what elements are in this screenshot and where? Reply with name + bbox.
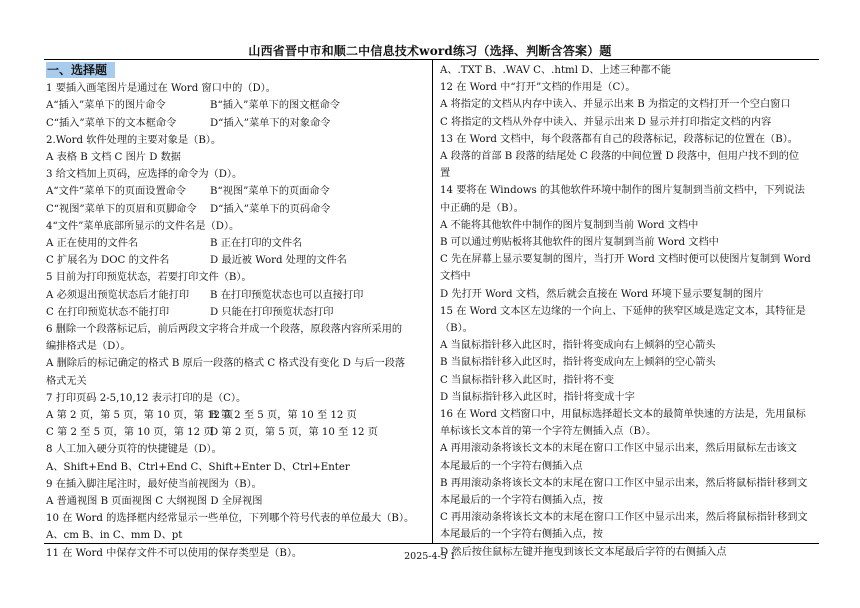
text-line: D 然后按住鼠标左键并拖曳到该长文本尾最后字符的右侧插入点 — [440, 546, 727, 558]
option-text: A 必须退出预览状态后才能打印 — [46, 289, 190, 301]
text-line: A 表格 B 文档 C 图片 D 数据 — [46, 152, 181, 164]
text-line — [46, 287, 428, 304]
column-separator — [432, 60, 433, 543]
text-line: A 段落的首部 B 段落的结尾处 C 段落的中间位置 D 段落中，但用户找不到的位 — [440, 151, 800, 163]
option-text: D 最近被 Word 处理的文件名 — [210, 255, 347, 267]
text-line — [46, 424, 428, 441]
option-text: C 扩展名为 DOC 的文件名 — [46, 255, 170, 267]
text-line: C 当鼠标指针移入此区时，指针将不变 — [440, 374, 615, 386]
text-line: 6 删除一个段落标记后，前后两段文字将合并成一个段落，原段落内容所采用的 — [46, 324, 403, 336]
text-line: 11 在 Word 中保存文件不可以使用的保存类型是（B）。 — [46, 547, 303, 559]
text-line — [46, 252, 428, 269]
text-line: 本尾最后的一个字符右侧插入点，按 — [440, 495, 603, 507]
option-text: A 正在使用的文件名 — [46, 238, 139, 250]
text-line: 8 人工加入硬分页符的快捷键是（D）。 — [46, 444, 222, 456]
text-line: A、cm B、in C、mm D、pt — [46, 530, 183, 542]
option-text: B 正在打印的文件名 — [210, 238, 303, 250]
text-line — [46, 97, 428, 114]
text-line: C 将指定的文档从外存中读入、并显示出来 D 显示并打印指定文档的内容 — [440, 116, 772, 128]
text-line: 格式无关 — [46, 375, 87, 387]
text-line: D 当鼠标指针移入此区时，指针将变成十字 — [440, 391, 635, 403]
text-line: 单标该长文本首的第一个字符左侧插入点（B）。 — [440, 426, 657, 438]
option-text: B“插入”菜单下的图文框命令 — [210, 100, 340, 112]
text-line: 7 打印页码 2-5,10,12 表示打印的是（C）。 — [46, 392, 247, 404]
text-line — [46, 407, 428, 424]
option-text: C“视图”菜单下的页眉和页脚命令 — [46, 203, 197, 215]
section-heading-row — [46, 62, 428, 80]
text-line: （B）。 — [440, 323, 473, 335]
text-line: A、Shift+End B、Ctrl+End C、Shift+Enter D、Ctrl+Enter — [46, 461, 350, 473]
text-line: 15 在 Word 文本区左边缘的一个向上、下延伸的狭窄区域是选定文本，其特征是 — [440, 305, 806, 317]
text-line: A 不能将其他软件中制作的图片复制到当前 Word 文档中 — [440, 219, 699, 231]
text-line: 14 要将在 Windows 的其他软件环境中制作的图片复制到当前文档中，下列说法 — [440, 185, 805, 197]
text-line: 本尾最后的一个字符右侧插入点 — [440, 460, 583, 472]
text-line: A 删除后的标记确定的格式 B 原后一段落的格式 C 格式没有变化 D 与后一段落 — [46, 358, 406, 370]
text-line: 1 要插入画笔图片是通过在 Word 窗口中的（D）。 — [46, 83, 276, 95]
text-line — [46, 115, 428, 132]
text-line: C 再用滚动条将该长文本的末尾在窗口工作区中显示出来，然后将鼠标指针移到文 — [440, 512, 808, 524]
text-line: 9 在插入脚注尾注时，最好使当前视图为（B）。 — [46, 478, 262, 490]
text-line: 3 给文档加上页码，应选择的命令为（D）。 — [46, 169, 243, 181]
option-text: D 第 2 页，第 5 页，第 10 至 12 页 — [210, 427, 378, 439]
option-text: C 在打印预览状态不能打印 — [46, 306, 170, 318]
text-line: 2.Word 软件处理的主要对象是（B）。 — [46, 134, 222, 146]
text-line: 文档中 — [440, 271, 471, 283]
left-column-body — [46, 80, 428, 562]
text-line: A 当鼠标指针移入此区时，指针将变成向右上倾斜的空心箭头 — [440, 340, 716, 352]
text-line: B 可以通过剪贴板将其他软件的图片复制到当前 Word 文档中 — [440, 237, 719, 249]
text-line: 编排格式是（D）。 — [46, 341, 131, 353]
text-line: 置 — [440, 168, 451, 180]
text-line — [46, 183, 428, 200]
text-line: 13 在 Word 文档中，每个段落都有自己的段落标记，段落标记的位置在（B）。 — [440, 133, 798, 145]
text-line: 5 目前为打印预览状态，若要打印文件（B）。 — [46, 272, 252, 284]
option-text: B 第 2 至 5 页，第 10 至 12 页 — [210, 410, 357, 422]
text-line: A 再用滚动条将该长文本的末尾在窗口工作区中显示出来，然后用鼠标左击该文 — [440, 443, 797, 455]
text-line: D 先打开 Word 文档，然后就会直接在 Word 环境下显示要复制的图片 — [440, 288, 764, 300]
document-title: 山西省晋中市和顺二中信息技术word练习（选择、判断含答案）题 — [248, 44, 612, 58]
text-line: B 当鼠标指针移入此区时，指针将变成向左上倾斜的空心箭头 — [440, 357, 716, 369]
option-text: A“插入”菜单下的图片命令 — [46, 100, 166, 112]
section-heading: 一、选择题 — [46, 62, 115, 78]
text-line: 本尾最后的一个字符右侧插入点，按 — [440, 529, 603, 541]
left-column — [46, 62, 428, 562]
text-line — [46, 235, 428, 252]
text-line: 16 在 Word 文档窗口中，用鼠标选择超长文本的最简单快速的方法是，先用鼠标 — [440, 409, 806, 421]
text-line: A 将指定的文档从内存中读入、并显示出来 B 为指定的文档打开一个空白窗口 — [440, 99, 791, 111]
text-line: 4“文件”菜单底部所显示的文件名是（D）。 — [46, 220, 240, 232]
text-line: A 普通视图 B 页面视图 C 大纲视图 D 全屏视图 — [46, 496, 263, 508]
text-line: 12 在 Word 中“打开”文档的作用是（C）。 — [440, 82, 636, 94]
option-text: B 在打印预览状态也可以直接打印 — [210, 289, 364, 301]
option-text: D 只能在打印预览状态打印 — [210, 306, 334, 318]
text-line: 10 在 Word 的选择框内经常显示一些单位，下列哪个符号代表的单位最大（B）。 — [46, 513, 415, 525]
option-text: D“插入”菜单下的页码命令 — [210, 203, 331, 215]
right-column — [440, 62, 818, 561]
option-text: D“插入”菜单下的对象命令 — [210, 117, 331, 129]
text-line: 中正确的是（B）。 — [440, 202, 524, 214]
text-line: C 先在屏幕上显示要复制的图片，当打开 Word 文档时便可以使图片复制到 Word — [440, 254, 811, 266]
footer-rule — [44, 543, 819, 544]
text-line: A、.TXT B、.WAV C、.html D、上述三种都不能 — [440, 65, 671, 76]
page-footer: 2025-4-5 1 — [404, 551, 456, 562]
text-line: B 再用滚动条将该长文本的末尾在窗口工作区中显示出来，然后将鼠标指针移到文 — [440, 477, 808, 489]
option-text: C 第 2 至 5 页，第 10 页，第 12 页 — [46, 427, 214, 439]
option-text: A“文件”菜单下的页面设置命令 — [46, 186, 187, 198]
text-line — [46, 201, 428, 218]
option-text: A 第 2 页，第 5 页，第 10 页，第 12 页 — [46, 410, 234, 422]
option-text: B“视图”菜单下的页面命令 — [210, 186, 330, 198]
text-line — [46, 304, 428, 321]
option-text: C“插入”菜单下的文本框命令 — [46, 117, 177, 129]
